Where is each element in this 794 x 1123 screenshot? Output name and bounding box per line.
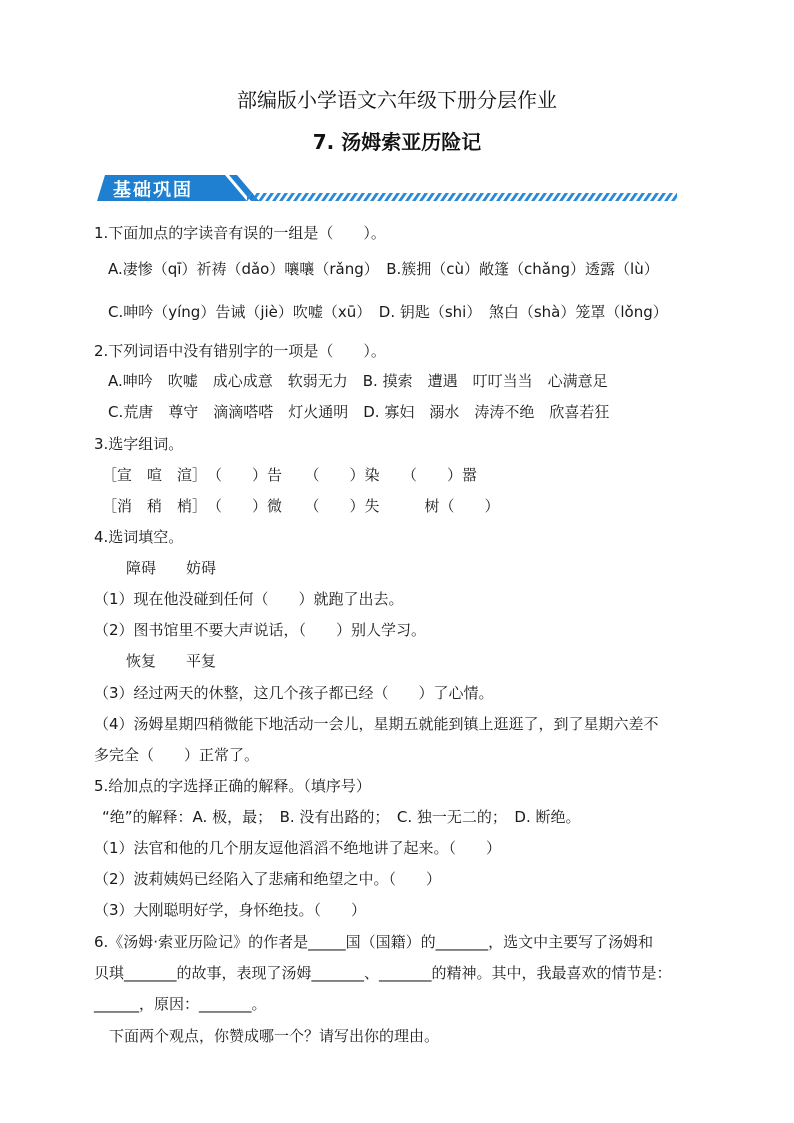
q2-options-ab: A.呻吟 吹嘘 成心成意 软弱无力 B. 摸索 遭遇 叮叮当当 心满意足 — [108, 372, 608, 390]
lesson-title: 7. 汤姆索亚历险记 — [312, 130, 482, 154]
q4-sentence-4: （4）汤姆星期四稍微能下地活动一会儿，星期五就能到镇上逛逛了，到了星期六差不 — [94, 715, 659, 733]
q5-stem: 5.给加点的字选择正确的解释。（填序号） — [94, 777, 371, 795]
page-title: 部编版小学语文六年级下册分层作业 — [237, 88, 557, 112]
section-banner — [97, 171, 677, 205]
q6-line-3: ______，原因：_______。 — [94, 995, 267, 1013]
q4-sentence-2: （2）图书馆里不要大声说话，（ ）别人学习。 — [94, 621, 427, 639]
q1-options-cd: C.呻吟（yíng）告诫（jiè）吹嘘（xū） D. 钥匙（shi） 煞白（shà）笼罩（lǒng） — [108, 303, 668, 321]
q4-sentence-4-cont: 多完全（ ）正常了。 — [94, 746, 260, 764]
q4-sentence-1: （1）现在他没碰到任何（ ）就跑了出去。 — [94, 590, 404, 608]
q4-word-group-1: 障碍 妨碍 — [126, 559, 217, 577]
q4-sentence-3: （3）经过两天的休整，这几个孩子都已经（ ）了心情。 — [94, 684, 494, 702]
q6-line-2: 贝琪_______的故事，表现了汤姆_______、_______的精神。其中，我最喜欢的情节是： — [94, 964, 672, 982]
section-label: 基础巩固 — [113, 180, 193, 201]
q5-sentence-2: （2）波莉姨妈已经陷入了悲痛和绝望之中。（ ） — [94, 870, 442, 888]
q6-line-1: 6.《汤姆·索亚历险记》的作者是_____国（国籍）的_______，选文中主要写了汤姆和 — [94, 933, 654, 951]
q3-stem: 3.选字组词。 — [94, 435, 184, 453]
q2-stem: 2.下列词语中没有错别字的一项是（ ）。 — [94, 342, 386, 360]
q3-row-2: ［消 稍 梢］ （ ）微 （ ）失 树（ ） — [102, 497, 500, 515]
q4-word-group-2: 恢复 平复 — [126, 652, 217, 670]
q1-stem: 1.下面加点的字读音有误的一组是（ ）。 — [94, 224, 386, 242]
q3-row-1: ［宣 喧 渲］ （ ）告 （ ）染 （ ）嚣 — [102, 466, 478, 484]
q5-sentence-1: （1）法官和他的几个朋友逗他滔滔不绝地讲了起来。（ ） — [94, 839, 502, 857]
q6-line-4: 下面两个观点，你赞成哪一个？请写出你的理由。 — [94, 1027, 440, 1045]
q5-meanings: “绝”的解释：A. 极，最； B. 没有出路的； C. 独一无二的； D. 断绝。 — [102, 808, 581, 826]
q1-options-ab: A.凄惨（qī）祈祷（dǎo）嚷嚷（rǎng） B.簇拥（cù）敞篷（chǎng）透露（lù） — [108, 260, 659, 278]
q5-sentence-3: （3）大刚聪明好学，身怀绝技。（ ） — [94, 901, 367, 919]
q2-options-cd: C.荒唐 尊守 滴滴嗒嗒 灯火通明 D. 寡妇 溺水 涛涛不绝 欣喜若狂 — [108, 403, 610, 421]
q4-stem: 4.选词填空。 — [94, 528, 184, 546]
